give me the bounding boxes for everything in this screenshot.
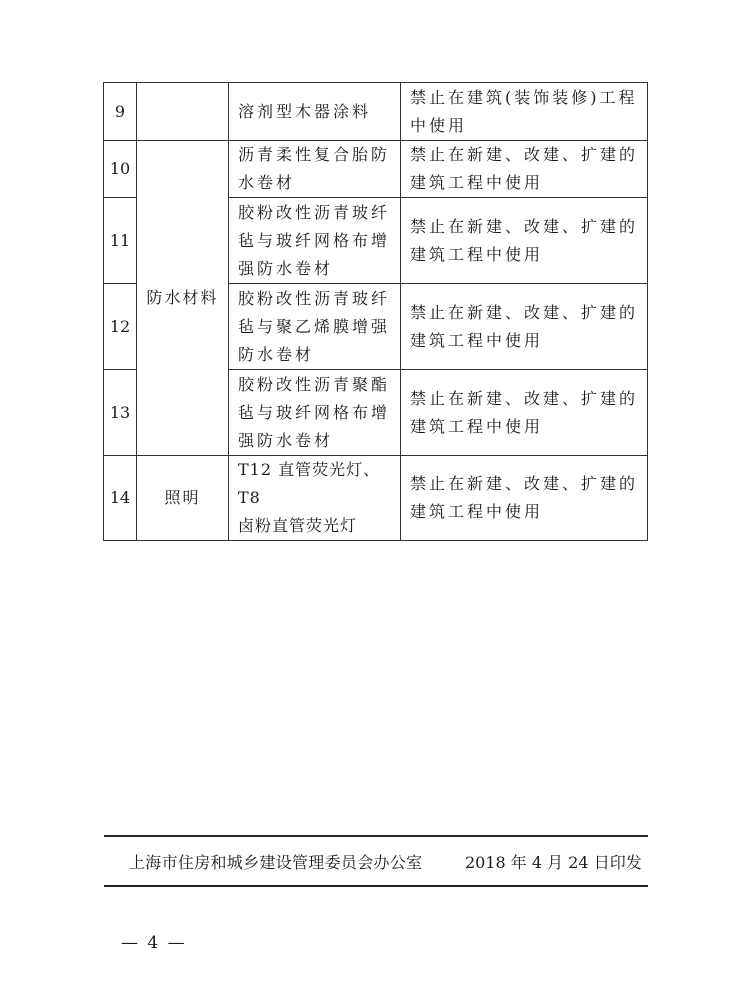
restriction-note: [401, 370, 648, 456]
product-name-line: 沥青柔性复合胎防: [238, 145, 391, 164]
footer-rule-top: [104, 835, 648, 837]
restriction-note-line: 中使用: [410, 115, 468, 135]
row-number: 11: [104, 198, 137, 284]
table-row: [104, 456, 648, 541]
restriction-note-line: 禁止在新建、改建、扩建的: [410, 216, 639, 236]
product-name: [229, 456, 401, 541]
product-name: [229, 141, 401, 198]
table-row: [104, 141, 648, 198]
restriction-note: [401, 456, 648, 541]
restriction-note: [401, 284, 648, 370]
product-name-line: 强防水卷材: [238, 258, 334, 278]
issue-date: 2018 年 4 月 24 日印发: [465, 853, 642, 872]
restriction-note-line: 禁止在新建、改建、扩建的: [410, 474, 639, 493]
product-name-line: 溶剂型木器涂料: [238, 101, 372, 121]
restriction-note-line: 禁止在新建、改建、扩建的: [410, 145, 639, 164]
restriction-note-line: 禁止在新建、改建、扩建的: [410, 388, 639, 408]
issuing-office: 上海市住房和城乡建设管理委员会办公室: [129, 853, 423, 872]
restriction-note-line: 建筑工程中使用: [410, 502, 544, 521]
product-name: [229, 83, 401, 141]
product-name-line: 胶粉改性沥青聚酯: [238, 374, 391, 394]
product-name-line: 胶粉改性沥青玻纤: [238, 288, 391, 308]
product-name-line: 毡与聚乙烯膜增强: [238, 316, 391, 336]
category-cell: 防水材料: [137, 141, 229, 456]
restriction-note-line: 建筑工程中使用: [410, 330, 544, 350]
row-number: 9: [104, 83, 137, 141]
product-name-line: 水卷材: [238, 173, 296, 192]
product-name-line: 毡与玻纤网格布增: [238, 230, 391, 250]
product-name-line: 强防水卷材: [238, 430, 334, 450]
category-cell: [137, 83, 229, 141]
row-number: 13: [104, 370, 137, 456]
restriction-note-line: 建筑工程中使用: [410, 416, 544, 436]
page-number: — 4 —: [121, 933, 187, 953]
row-number: 12: [104, 284, 137, 370]
product-name: [229, 284, 401, 370]
product-name-line: 胶粉改性沥青玻纤: [238, 202, 391, 222]
product-name-line: T12 直管荧光灯、T8: [238, 460, 381, 507]
product-name: [229, 370, 401, 456]
restriction-note-line: 建筑工程中使用: [410, 173, 544, 192]
footer-rule-bottom: [104, 885, 648, 887]
restriction-note-line: 禁止在建筑(装饰装修)工程: [410, 87, 638, 107]
restriction-note: [401, 83, 648, 141]
product-name-line: 防水卷材: [238, 344, 315, 364]
product-name-line: 卤粉直管荧光灯: [238, 516, 358, 535]
product-name-line: 毡与玻纤网格布增: [238, 402, 391, 422]
category-cell: 照明: [137, 456, 229, 541]
regulation-table: [103, 82, 648, 541]
restriction-note-line: 建筑工程中使用: [410, 244, 544, 264]
table-row: [104, 83, 648, 141]
row-number: 10: [104, 141, 137, 198]
product-name: [229, 198, 401, 284]
restriction-note-line: 禁止在新建、改建、扩建的: [410, 302, 639, 322]
restriction-note: [401, 141, 648, 198]
restriction-note: [401, 198, 648, 284]
row-number: 14: [104, 456, 137, 541]
